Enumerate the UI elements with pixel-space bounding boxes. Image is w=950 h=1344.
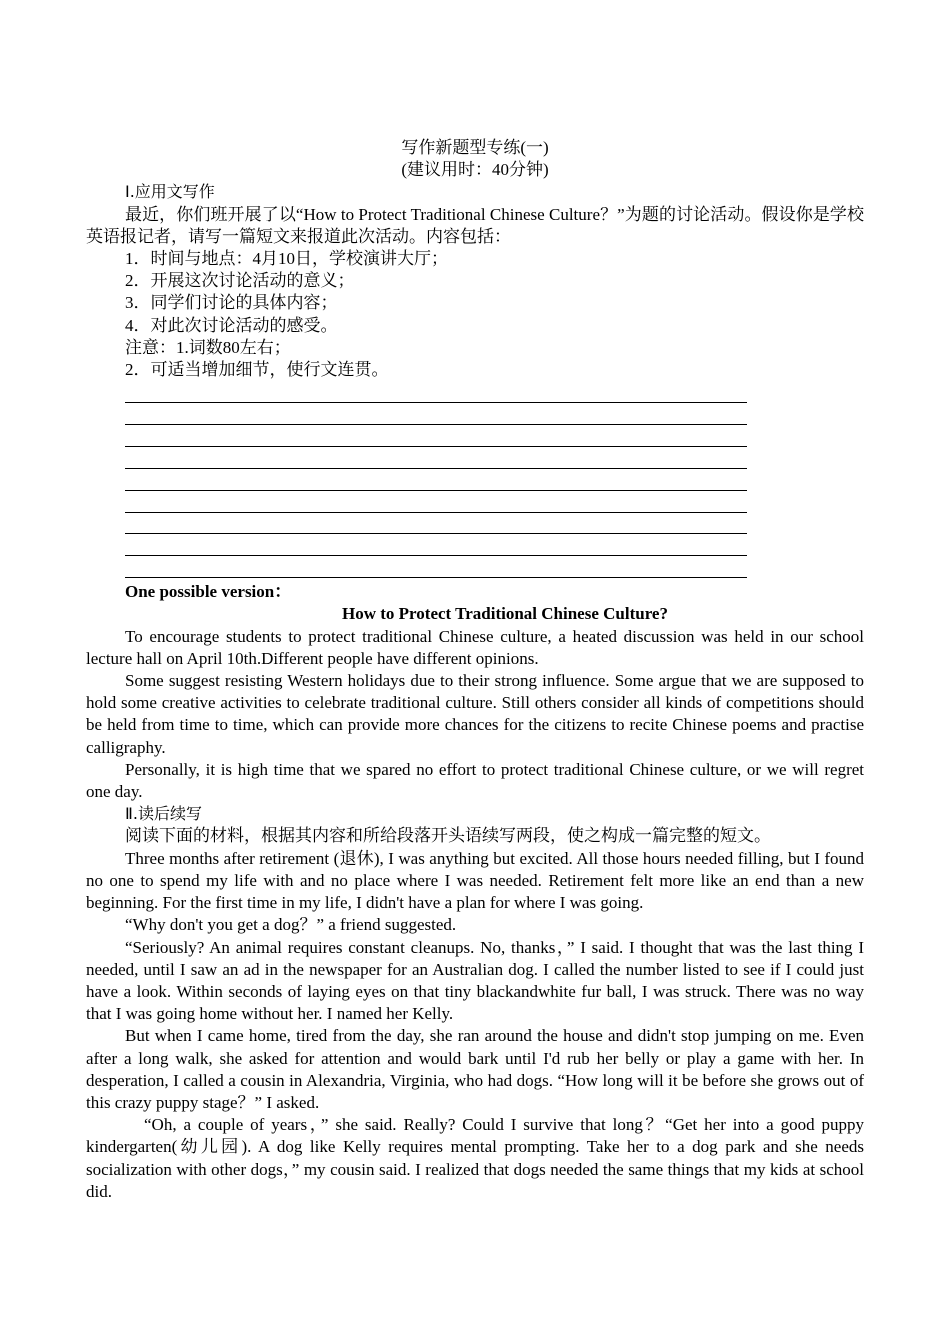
page-title: 写作新题型专练(一): [401, 138, 549, 157]
answer-line[interactable]: [125, 447, 747, 469]
story-paragraph-4: But when I came home, tired from the day, she ran around the house and didn't stop jumping on me. Even after a long walk, she asked for attention and would bark until I'd rub her belly or play a game with her. In desperation, I called a cousin in Alexandria, Virginia, who had dogs. “How long will it be before she grows out of this crazy puppy stage？” I asked.: [86, 1026, 864, 1112]
note-word-count: 注意：1.词数80左右；: [125, 337, 291, 357]
page-subtitle: (建议用时：40分钟): [401, 160, 549, 180]
prompt-item-1: 1．时间与地点：4月10日，学校演讲大厅；: [125, 249, 448, 269]
prompt-item-2: 2．开展这次讨论活动的意义；: [125, 271, 355, 291]
prompt-item-3: 3．同学们讨论的具体内容；: [125, 293, 338, 313]
document-page: [86, 137, 864, 1203]
answer-line[interactable]: [125, 403, 747, 425]
answer-line[interactable]: [125, 534, 747, 556]
answer-line[interactable]: [125, 491, 747, 513]
story-paragraph-5: “Oh, a couple of years，” she said. Really? Could I survive that long？“Get her into a good puppy kindergarten(幼儿园). A dog like Kelly requires mental prompting. Take her to a dog park and she needs socialization with other dogs，” my cousin said. I realized that dogs needed the same things that my kids at school did.: [86, 1115, 864, 1201]
answer-line[interactable]: [125, 513, 747, 535]
story-paragraph-2: “Why don't you get a dog？” a friend suggested.: [125, 915, 457, 935]
writing-prompt: 最近，你们班开展了以“How to Protect Traditional Chinese Culture？”为题的讨论活动。假设你是学校英语报记者，请写一篇短文来报道此次活动。内容包括：: [86, 204, 864, 246]
answer-paragraph-3: Personally, it is high time that we spared no effort to protect traditional Chinese culture, or we will regret one day.: [86, 759, 864, 802]
section-heading-continuation: Ⅱ.读后续写: [125, 804, 202, 824]
answer-line[interactable]: [125, 556, 747, 578]
continuation-instruction: 阅读下面的材料，根据其内容和所给段落开头语续写两段，使之构成一篇完整的短文。: [125, 826, 771, 846]
answer-title: How to Protect Traditional Chinese Culture?: [342, 604, 668, 624]
note-details: 2．可适当增加细节，使行文连贯。: [125, 360, 389, 380]
answer-paragraph-1: To encourage students to protect traditional Chinese culture, a heated discussion was held in our school lecture hall on April 10th.Different people have different opinions.: [86, 626, 864, 668]
answer-line[interactable]: [125, 425, 747, 447]
story-paragraph-1: Three months after retirement (退休), I was anything but excited. All those hours needed filling, but I found no one to spend my life with and no place where I was needed. Retirement felt more like an end than a new beginning. For the first time in my life, I didn't have a plan for where I was going.: [86, 848, 864, 913]
answer-line[interactable]: [125, 469, 747, 491]
story-paragraph-3: “Seriously? An animal requires constant cleanups. No, thanks，” I said. I thought that was the last thing I needed, until I saw an ad in the newspaper for an Australian dog. I called the number listed to see if I could just have a look. Within seconds of laying eyes on that tiny blackandwhite fur ball, I was struck. There was no way that I was going home without her. I named her Kelly.: [86, 937, 864, 1024]
answer-lines[interactable]: [125, 381, 747, 578]
answer-line[interactable]: [125, 381, 747, 403]
section-heading-writing: Ⅰ.应用文写作: [125, 182, 215, 202]
prompt-item-4: 4．对此次讨论活动的感受。: [125, 315, 338, 335]
answer-label: One possible version：: [125, 582, 292, 602]
answer-paragraph-2: Some suggest resisting Western holidays due to their strong influence. Some argue that we are supposed to hold some creative activities to celebrate traditional culture. Still others consider all kinds of competitions should be held from time to time, which can provide more chances for the citizens to recite Chinese poems and practise calligraphy.: [86, 671, 864, 757]
